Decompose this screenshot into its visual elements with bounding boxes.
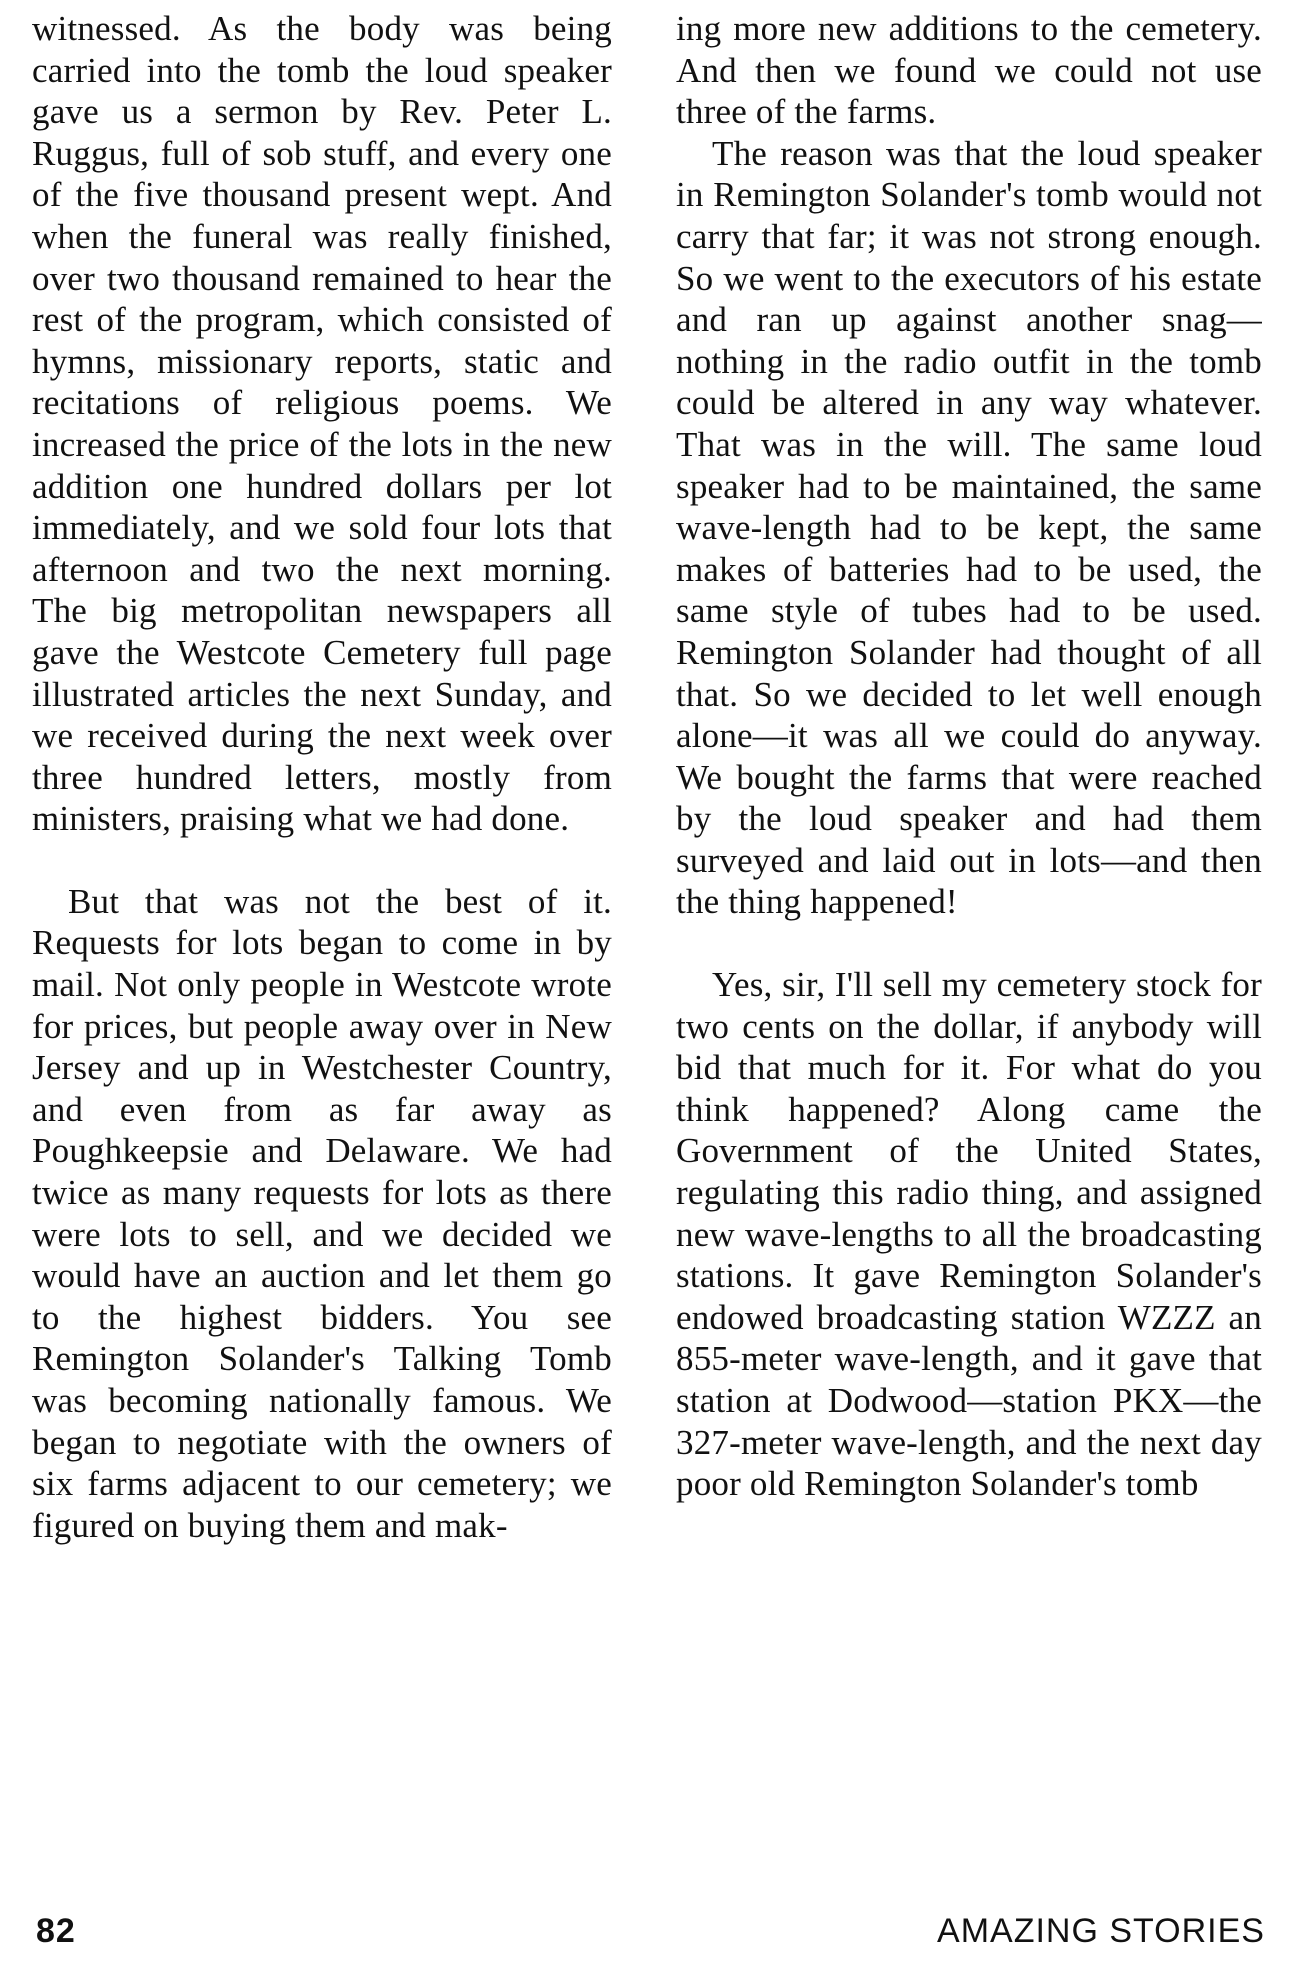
right-paragraph-2: The reason was that the loud speaker in Remington Solander's tomb would not carry that far; it was not strong enough. So we went to the executors of his estate and ran up against another snag—nothing in the radio outfit in the tomb could be altered in any way whatever. That was in the will. The same loud speaker had to be maintained, the same wave-length had to be kept, the same makes of batteries had to be used, the same style of tubes had to be used. Remington Solander had thought of all that. So we decided to let well enough alone—it was all we could do anyway. We bought the farms that were reached by the loud speaker and had them surveyed and laid out in lots—and then the thing happened! (676, 133, 1262, 922)
right-paragraph-1: ing more new additions to the cemetery. And then we found we could not use three of the farms. (676, 9, 1262, 132)
left-paragraph-2: But that was not the best of it. Requests for lots began to come in by mail. Not only people in Westcote wrote for prices, but people away over in New Jersey and up in Westchester Country, and even from as far away as Poughkeepsie and Delaware. We had twice as many requests for lots as there were lots to sell, and we decided we would have an auction and let them go to the highest bidders. You see Remington Solander's Talking Tomb was becoming nationally famous. We began to negotiate with the owners of six farms adjacent to our cemetery; we figured on buying them and mak- (32, 881, 612, 1545)
paragraph-gap (676, 923, 1262, 964)
left-paragraph-1: witnessed. As the body was being carried into the tomb the loud speaker gave us a sermon by Rev. Peter L. Ruggus, full of sob stuff, and every one of the five thousand present wept. And when the funeral was really finished, over two thousand remained to hear the rest of the program, which consisted of hymns, missionary reports, static and recitations of religious poems. We increased the price of the lots in the new addition one hundred dollars per lot immediately, and we sold four lots that afternoon and two the next morning. The big metropolitan newspapers all gave the Westcote Cemetery full page illustrated articles the next Sunday, and we received during the next week over three hundred letters, mostly from ministers, praising what we had done. (32, 9, 612, 839)
paragraph-gap (32, 840, 612, 881)
left-column (32, 8, 612, 1546)
page-footer (0, 1912, 1293, 1962)
page-number: 82 (36, 1912, 76, 1950)
magazine-title: AMAZING STORIES (937, 1912, 1265, 1950)
right-paragraph-3: Yes, sir, I'll sell my cemetery stock for two cents on the dollar, if anybody will bid that much for it. For what do you think happened? Along came the Government of the United States, regulating this radio thing, and assigned new wave-lengths to all the broadcasting stations. It gave Remington Solander's endowed broadcasting station WZZZ an 855-meter wave-length, and it gave that station at Dodwood—station PKX—the 327-meter wave-length, and the next day poor old Remington Solander's tomb (676, 965, 1262, 1504)
right-column (676, 8, 1262, 1505)
